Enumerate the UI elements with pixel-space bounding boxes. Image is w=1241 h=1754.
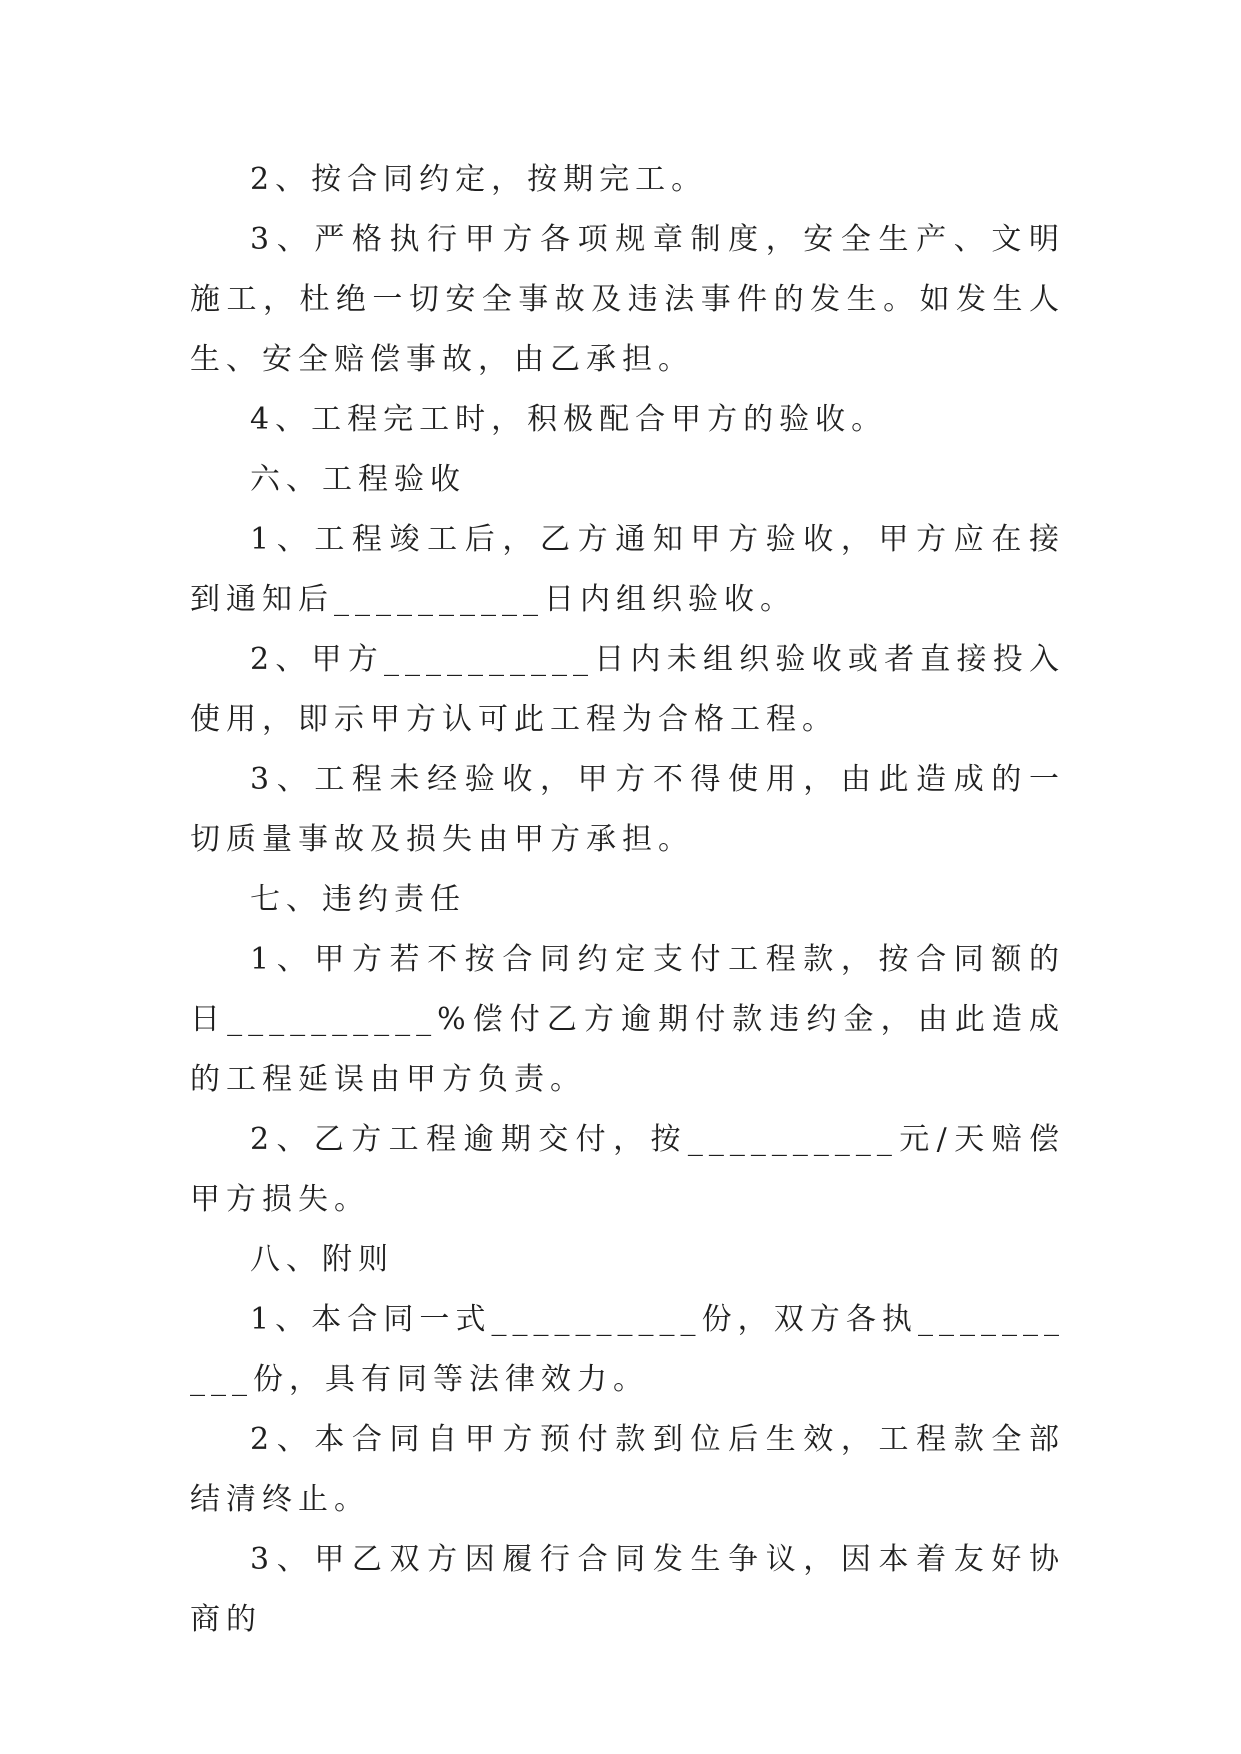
paragraph-late-delivery-penalty: 2、乙方工程逾期交付，按__________元/天赔偿甲方损失。 <box>190 1122 1065 1217</box>
paragraph-cooperate-acceptance: 4、工程完工时，积极配合甲方的验收。 <box>250 402 888 437</box>
paragraph-late-payment-penalty: 1、甲方若不按合同约定支付工程款，按合同额的日__________%偿付乙方逾期付款违约金，由此造成的工程延误由甲方负责。 <box>190 942 1065 1097</box>
paragraph-copies: 1、本合同一式__________份，双方各执__________份，具有同等法律效力。 <box>190 1302 1065 1397</box>
section-heading-acceptance: 六、工程验收 <box>250 462 466 497</box>
paragraph-safety-rules: 3、严格执行甲方各项规章制度，安全生产、文明施工，杜绝一切安全事故及违法事件的发生。如发生人生、安全赔偿事故，由乙承担。 <box>190 222 1065 377</box>
section-heading-liability: 七、违约责任 <box>250 882 466 917</box>
paragraph-acceptance-deemed: 2、甲方__________日内未组织验收或者直接投入使用，即示甲方认可此工程为合格工程。 <box>190 642 1065 737</box>
contract-body <box>190 150 1065 1650</box>
paragraph-effective-date: 2、本合同自甲方预付款到位后生效，工程款全部结清终止。 <box>190 1422 1065 1517</box>
paragraph-acceptance-notice: 1、工程竣工后，乙方通知甲方验收，甲方应在接到通知后__________日内组织验收。 <box>190 522 1065 617</box>
paragraph-completion-on-schedule: 2、按合同约定，按期完工。 <box>250 162 708 197</box>
paragraph-no-use-before-acceptance: 3、工程未经验收，甲方不得使用，由此造成的一切质量事故及损失由甲方承担。 <box>190 762 1065 857</box>
paragraph-dispute-resolution: 3、甲乙双方因履行合同发生争议，因本着友好协商的 <box>190 1542 1065 1637</box>
section-heading-supplementary: 八、附则 <box>250 1242 394 1277</box>
